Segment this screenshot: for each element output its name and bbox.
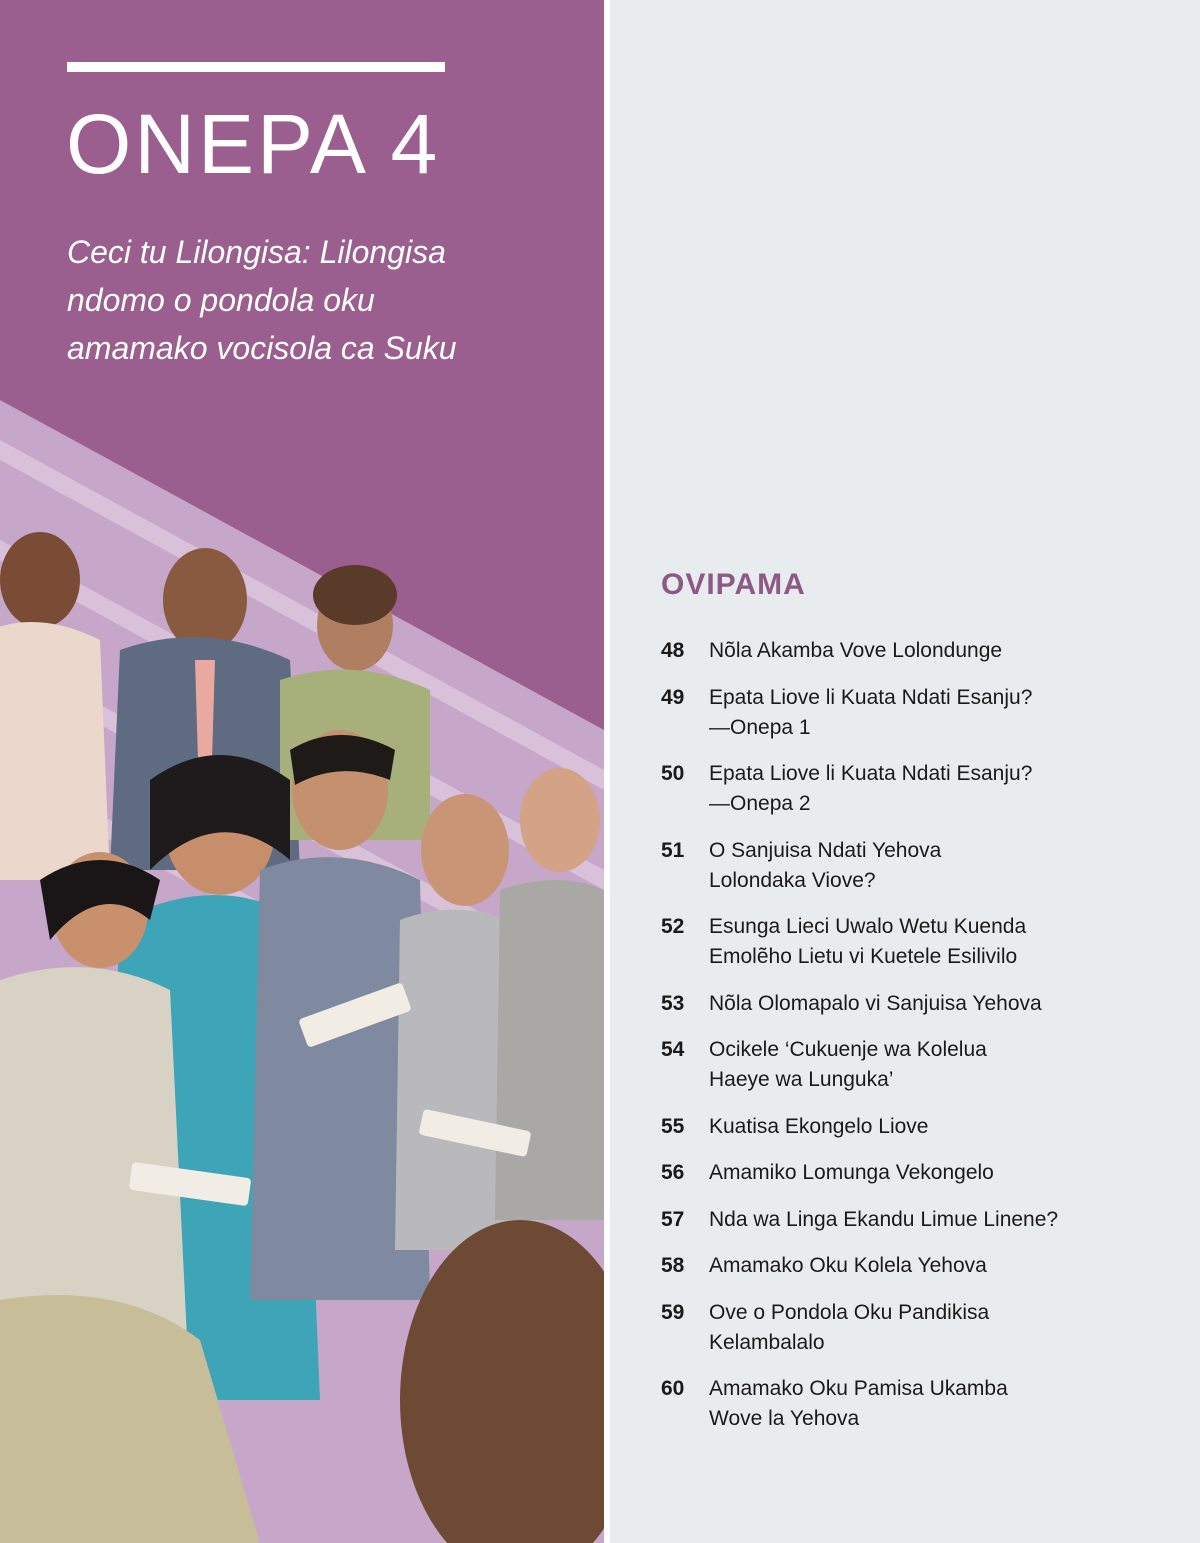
toc-item-title-line: Kelambalalo (709, 1330, 825, 1354)
toc-item-title-line: Epata Liove li Kuata Ndati Esanju? (709, 685, 1033, 709)
toc-item-number: 54 (661, 1038, 685, 1061)
toc-item[interactable] (661, 1251, 1181, 1281)
toc-item-title-line: O Sanjuisa Ndati Yehova (709, 838, 942, 862)
toc-item-title (709, 1374, 1008, 1434)
toc-item-title-line: Kuatisa Ekongelo Liove (709, 1114, 929, 1138)
toc-item-number: 50 (661, 762, 685, 785)
toc-item[interactable] (661, 1158, 1181, 1188)
toc-item-title-line: Emolẽho Lietu vi Kuetele Esilivilo (709, 945, 1018, 968)
toc-item-title-line: Amamako Oku Pamisa Ukamba (709, 1377, 1008, 1400)
toc-item[interactable] (661, 836, 1181, 896)
toc-item-number: 55 (661, 1114, 685, 1138)
toc-item-title-line: Ocikele ‘Cukuenje wa Kolelua (709, 1038, 987, 1061)
toc-item-number: 52 (661, 915, 685, 938)
toc-item[interactable] (661, 636, 1181, 666)
part-title: ONEPA 4 (66, 97, 441, 191)
subtitle-line: ndomo o pondola oku (67, 282, 375, 318)
toc-item[interactable] (661, 759, 1181, 819)
toc-item-number: 58 (661, 1254, 685, 1277)
subtitle-line: Ceci tu Lilongisa: Lilongisa (67, 234, 446, 270)
toc-item-title-line: —Onepa 2 (709, 792, 811, 815)
toc-item-title-line: Haeye wa Lunguka’ (709, 1068, 894, 1091)
toc-item-title (709, 1298, 989, 1358)
toc-item-title-line: Nõla Akamba Vove Lolondunge (709, 639, 1003, 662)
toc-item[interactable] (661, 1298, 1181, 1358)
toc-item-title (709, 683, 1032, 743)
toc-item[interactable] (661, 683, 1181, 743)
toc-item-number: 56 (661, 1161, 685, 1184)
contents-heading: OVIPAMA (661, 568, 806, 601)
toc-item-title (709, 636, 1002, 666)
title-rule (67, 62, 445, 72)
toc-item-title-line: Nõla Olomapalo vi Sanjuisa Yehova (709, 991, 1042, 1015)
toc-item-number: 48 (661, 639, 685, 662)
toc-item[interactable] (661, 1035, 1181, 1095)
toc-item[interactable] (661, 1205, 1181, 1235)
toc-item-title-line: —Onepa 1 (709, 715, 811, 739)
toc-item-title (709, 912, 1026, 972)
toc-item-number: 49 (661, 685, 685, 709)
toc-item-number: 59 (661, 1300, 685, 1324)
part-subtitle (67, 228, 547, 372)
toc-item-title (709, 1158, 994, 1188)
subtitle-line: amamako vocisola ca Suku (67, 330, 457, 366)
toc-item[interactable] (661, 1112, 1181, 1142)
toc-item-title-line: Wove la Yehova (709, 1407, 860, 1430)
toc-item-title (709, 1035, 987, 1095)
congregation-illustration (0, 400, 604, 1543)
toc-item-title (709, 1112, 929, 1142)
toc-item[interactable] (661, 1374, 1181, 1434)
toc-item-title-line: Esunga Lieci Uwalo Wetu Kuenda (709, 915, 1027, 938)
toc-item[interactable] (661, 912, 1181, 972)
toc-item[interactable] (661, 989, 1181, 1019)
toc-item-number: 60 (661, 1377, 685, 1400)
toc-item-title (709, 1205, 1058, 1235)
toc-item-title (709, 759, 1032, 819)
toc-item-number: 51 (661, 838, 685, 862)
toc-item-number: 53 (661, 991, 685, 1015)
toc-item-number: 57 (661, 1207, 685, 1231)
toc-item-title-line: Amamiko Lomunga Vekongelo (709, 1161, 994, 1184)
toc-item-title-line: Nda wa Linga Ekandu Limue Linene? (709, 1207, 1059, 1231)
toc-item-title (709, 1251, 987, 1281)
toc-item-title-line: Lolondaka Viove? (709, 868, 876, 892)
toc-item-title-line: Ove o Pondola Oku Pandikisa (709, 1300, 990, 1324)
toc-item-title (709, 989, 1042, 1019)
contents-list (661, 636, 1181, 1451)
toc-item-title (709, 836, 941, 896)
toc-item-title-line: Amamako Oku Kolela Yehova (709, 1254, 987, 1277)
toc-item-title-line: Epata Liove li Kuata Ndati Esanju? (709, 762, 1033, 785)
